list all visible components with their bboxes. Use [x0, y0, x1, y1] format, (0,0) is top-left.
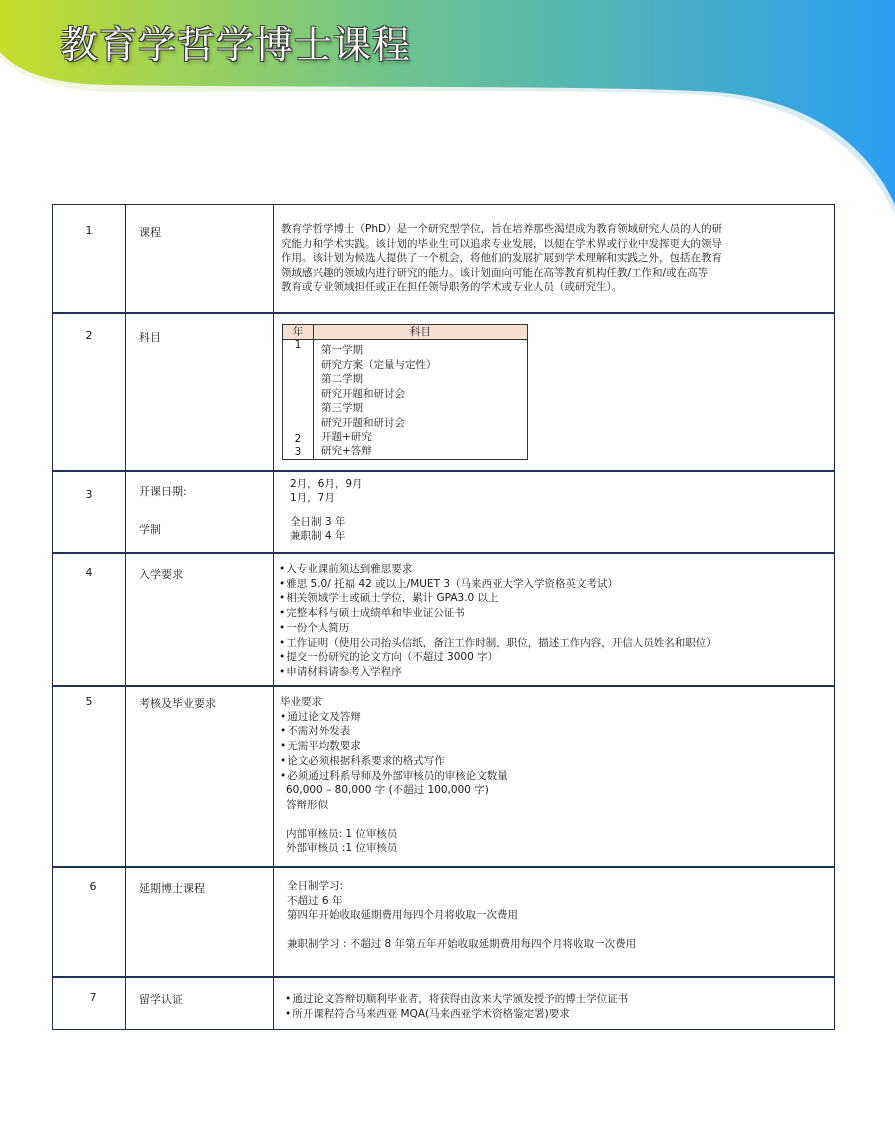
text-line: 外部审核员 :1 位审核员	[286, 842, 398, 855]
row-label-secondary: 学制	[139, 523, 161, 536]
table-row	[53, 472, 834, 554]
text-line: 全日制学习:	[287, 880, 344, 892]
row-label: 入学要求	[139, 568, 183, 581]
subject-cell: 第二学期	[321, 373, 363, 385]
list-item: • 无需平均数要求	[280, 739, 828, 754]
list-item: • 不需对外发表	[280, 724, 828, 739]
row-content	[280, 695, 828, 856]
subject-cell: 研究方案（定量与定性）	[321, 358, 437, 371]
year-header: 年	[283, 325, 314, 339]
subject-cell: 第一学期	[321, 344, 363, 356]
table-row	[53, 868, 834, 978]
row-label: 延期博士课程	[139, 882, 205, 895]
text-line: 第四年开始收取延期费用每四个月将收取一次费用	[287, 909, 518, 921]
row-label: 科目	[139, 331, 161, 344]
list-item: • 论文必须根据科系要求的格式写作	[280, 754, 828, 769]
table-row	[53, 978, 834, 1029]
list-item: • 所开课程符合马来西亚 MQA(马来西亚学术资格鉴定署)要求	[285, 1007, 828, 1022]
list-item: • 必须通过科系导师及外部审核员的审核论文数量	[280, 769, 828, 784]
program-table	[52, 204, 835, 1030]
subject-cell: 第三学期	[321, 402, 363, 414]
row-number: 5	[85, 695, 93, 708]
text-line: 教育或专业领域担任或正在担任领导职务的学术或专业人员（或研究生）。	[281, 281, 623, 293]
subject-header: 科目	[410, 326, 431, 338]
text-line	[290, 505, 828, 515]
subject-cell: 研究开题和研讨会	[321, 416, 405, 429]
row-content	[285, 992, 828, 1021]
text-line: 2月，6月，9月	[290, 478, 363, 490]
table-row	[53, 314, 834, 472]
row-content	[279, 562, 828, 680]
table-row	[53, 554, 834, 687]
list-item: • 相关领域学士或硕士学位，累计 GPA3.0 以上	[279, 591, 828, 606]
row-content	[287, 879, 828, 951]
text-line: 1月，7月	[290, 492, 335, 504]
list-item: • 一份个人简历	[279, 621, 828, 636]
subject-column	[314, 340, 527, 459]
row-label: 考核及毕业要求	[139, 697, 216, 710]
row-content	[290, 477, 828, 543]
text-line	[280, 813, 828, 827]
text-line: 全日制 3 年	[290, 516, 346, 528]
row-number: 2	[85, 329, 93, 342]
table-row	[53, 687, 834, 868]
subtable-body	[283, 340, 527, 459]
text-line: 作用。该计划为候选人提供了一个机会，将他们的发展扩展到学术理解和实践之外，包括在教育	[281, 252, 722, 264]
text-line: 究能力和学术实践。该计划的毕业生可以追求专业发展，以便在学术界或行业中发挥更大的领导	[281, 237, 722, 250]
text-line: 教育学哲学博士（PhD）是一个研究型学位，旨在培养那些渴望成为教育领域研究人员的人的研	[281, 223, 723, 235]
year-column	[283, 340, 314, 459]
row-content	[281, 222, 828, 295]
subtable-header	[283, 325, 527, 340]
text-line: 内部审核员: 1 位审核员	[286, 827, 398, 840]
text-line: 不超过 6 年	[287, 894, 343, 907]
text-line: 领域感兴趣的领域内进行研究的能力。该计划面向可能在高等教育机构任教/工作和/或在高等	[281, 266, 709, 279]
text-line: 答辩形似	[286, 798, 328, 811]
list-item: • 通过论文答辩切顺利毕业者，将获得由汝来大学颁发授予的博士学位证书	[285, 992, 828, 1007]
year-cell: 1	[294, 339, 302, 351]
year-cell: 3	[294, 446, 302, 458]
text-line: 60,000 – 80,000 字 (不超过 100,000 字)	[286, 784, 489, 797]
list-item: • 雅思 5.0/ 托福 42 或以上/MUET 3（马来西亚大学入学资格英文考试）	[279, 577, 828, 592]
section-heading: 毕业要求	[280, 696, 322, 708]
list-item: • 提交一份研究的论文方向（不超过 3000 字）	[279, 650, 828, 665]
row-number: 3	[85, 488, 93, 501]
list-item: • 入专业课前须达到雅思要求	[279, 562, 828, 577]
subject-cell: 研究开题和研讨会	[321, 387, 405, 400]
row-number: 1	[85, 224, 93, 237]
list-item: • 通过论文及答辩	[280, 710, 828, 725]
text-line	[287, 923, 828, 937]
subject-cell: 研究+答辩	[321, 444, 372, 457]
row-label: 留学认证	[139, 993, 183, 1006]
table-row	[53, 205, 834, 314]
subject-cell: 开题+研究	[321, 431, 372, 443]
subject-subtable	[282, 324, 528, 460]
year-cell: 2	[294, 432, 302, 445]
list-item: • 工作证明（使用公司抬头信纸，备注工作时制，职位，描述工作内容，开信人员姓名和职位）	[279, 636, 828, 651]
page-title: 教育学哲学博士课程	[60, 23, 412, 67]
list-item: • 完整本科与硕士成绩单和毕业证公证书	[279, 606, 828, 621]
row-number: 4	[85, 566, 93, 579]
row-label: 开课日期:	[139, 485, 187, 498]
list-item: • 申请材料请参考入学程序	[279, 665, 828, 680]
text-line: 兼职制学习 : 不超过 8 年第五年开始收取延期费用每四个月将收取一次费用	[287, 937, 637, 950]
row-number: 6	[89, 880, 97, 893]
row-number: 7	[89, 991, 97, 1004]
row-label: 课程	[139, 226, 161, 239]
text-line: 兼职制 4 年	[290, 530, 346, 542]
